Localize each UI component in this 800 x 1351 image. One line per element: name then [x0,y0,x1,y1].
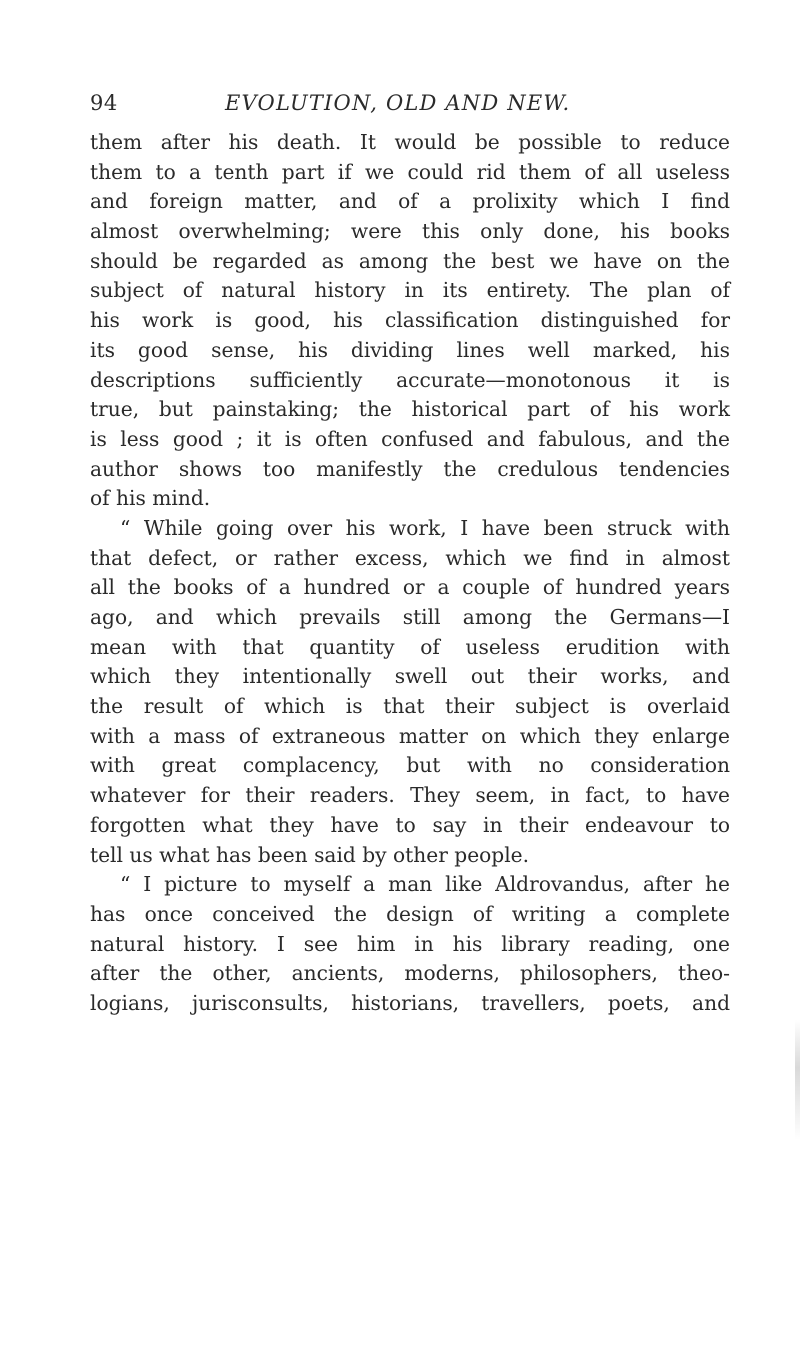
text-line: almost overwhelming; were this only done, his books [90,219,730,244]
text-line: its good sense, his dividing lines well marked, his [90,337,730,362]
text-line: subject of natural history in its entirety. The plan of [90,278,730,303]
page-edge-shadow [795,1020,800,1140]
text-line: after the other, ancients, moderns, philosophers, theo- [90,961,730,986]
text-line: them after his death. It would be possible to reduce [90,130,730,154]
text-line: them to a tenth part if we could rid them of all useless [90,159,730,184]
text-line: tell us what has been said by other people. [90,842,530,867]
text-line: and foreign matter, and of a prolixity which I find [90,189,730,214]
text-line: the result of which is that their subject is overlaid [90,694,730,719]
body-text [90,128,730,1019]
text-line: whatever for their readers. They seem, in fact, to have [90,783,730,808]
text-line: has once conceived the design of writing a complete [90,901,730,926]
text-line: is less good ; it is often confused and fabulous, and the [90,426,730,451]
text-line: true, but painstaking; the historical part of his work [90,397,730,422]
running-title: EVOLUTION, OLD AND NEW. [225,91,571,115]
page-number: 94 [90,91,118,115]
text-line: should be regarded as among the best we have on the [90,248,730,273]
text-line: all the books of a hundred or a couple of hundred years [90,575,730,600]
text-line: of his mind. [90,486,211,511]
text-line: natural history. I see him in his library reading, one [90,931,730,956]
text-line: with great complacency, but with no consideration [90,753,730,778]
text-line: logians, jurisconsults, historians, travellers, poets, and [90,990,730,1015]
running-head [90,88,730,118]
text-line: “ I picture to myself a man like Aldrovandus, after he [120,872,730,897]
text-line: ago, and which prevails still among the Germans—I [90,605,730,629]
text-line: author shows too manifestly the credulous tendencies [90,456,730,481]
text-line: which they intentionally swell out their works, and [90,664,730,689]
text-line: descriptions sufficiently accurate—monotonous it is [90,367,730,392]
text-line: “ While going over his work, I have been struck with [120,515,730,540]
text-line: forgotten what they have to say in their endeavour to [90,812,730,837]
text-line: with a mass of extraneous matter on which they enlarge [90,723,730,748]
text-line: mean with that quantity of useless erudition with [90,634,730,659]
text-line: that defect, or rather excess, which we find in almost [90,545,730,570]
text-line: his work is good, his classification distinguished for [90,308,730,333]
